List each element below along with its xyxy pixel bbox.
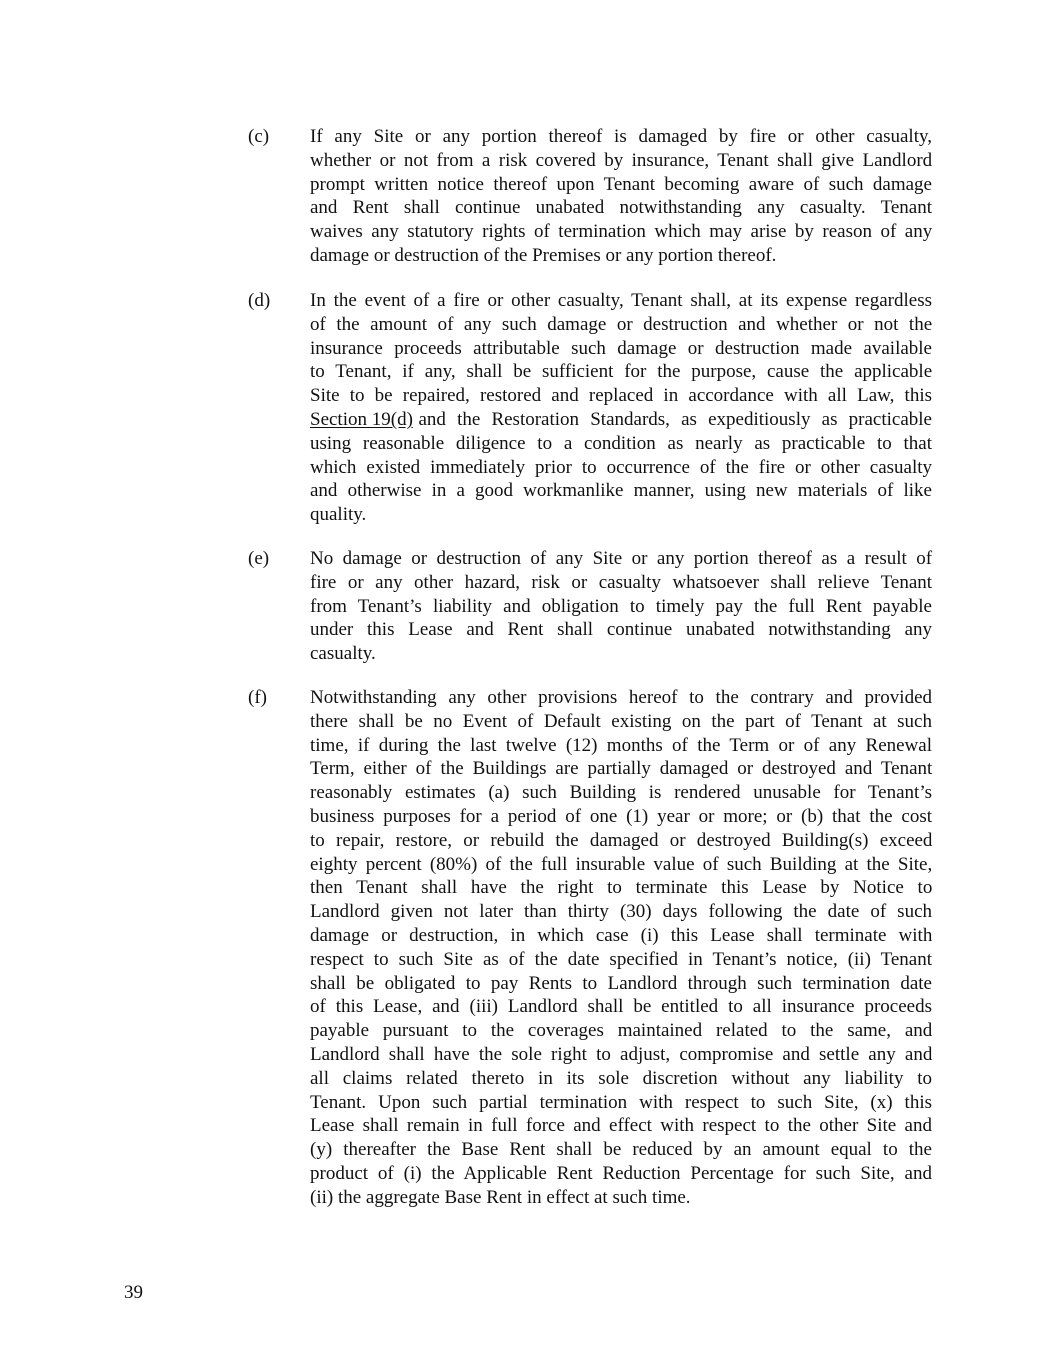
paragraph-label: (c) [248,126,270,147]
text-line: product of (i) the Applicable Rent Reduction Percentage for such Site, and [310,1162,932,1184]
text-line: (ii) the aggregate Base Rent in effect at such time. [310,1186,691,1208]
text-line: reasonably estimates (a) such Building is rendered unusable for Tenant’s [310,782,932,804]
paragraph-label: (f) [248,687,267,708]
text-line: casualty. [310,643,376,665]
text-line: business purposes for a period of one (1) year or more; or (b) that the cost [310,805,932,827]
text-line: and Rent shall continue unabated notwithstanding any casualty. Tenant [310,197,932,219]
text-line: prompt written notice thereof upon Tenant becoming aware of such damage [310,173,932,195]
text-line: fire or any other hazard, risk or casualty whatsoever shall relieve Tenant [310,571,933,593]
text-line: using reasonable diligence to a condition as nearly as practicable to that [310,432,932,454]
text-line: Tenant. Upon such partial termination with respect to such Site, (x) this [310,1091,932,1113]
text-line: of the amount of any such damage or destruction and whether or not the [310,313,933,335]
text-line: to repair, restore, or rebuild the damaged or destroyed Building(s) exceed [310,829,933,851]
text-line: damage or destruction, in which case (i) this Lease shall terminate with [310,924,933,946]
paragraph-body [310,686,932,1210]
text-line: Notwithstanding any other provisions hereof to the contrary and provided [310,687,932,708]
paragraph-body [310,125,932,268]
text-line: time, if during the last twelve (12) months of the Term or of any Renewal [310,734,932,756]
text-line: whether or not from a risk covered by insurance, Tenant shall give Landlord [310,149,933,171]
text-line: eighty percent (80%) of the full insurable value of such Building at the Site, [310,853,933,875]
paragraph-label: (e) [248,548,270,569]
text-line: Lease shall remain in full force and effect with respect to the other Site and [310,1115,932,1137]
text-line-with-reference [310,408,932,432]
text-line: there shall be no Event of Default existing on the part of Tenant at such [310,710,932,732]
paragraph-label: (d) [248,290,271,311]
text-line: then Tenant shall have the right to terminate this Lease by Notice to [310,877,933,899]
text-line: shall be obligated to pay Rents to Landlord through such termination date [310,972,932,994]
text-line: If any Site or any portion thereof is damaged by fire or other casualty, [310,126,932,147]
text-line: waives any statutory rights of termination which may arise by reason of any [310,221,933,243]
paragraph-body [310,547,932,666]
text-line: under this Lease and Rent shall continue unabated notwithstanding any [310,619,932,641]
text-line: Site to be repaired, restored and replaced in accordance with all Law, this [310,385,932,407]
text-line: of this Lease, and (iii) Landlord shall be entitled to all insurance proceeds [310,996,932,1018]
text-line: damage or destruction of the Premises or any portion thereof. [310,244,777,266]
text-line: No damage or destruction of any Site or any portion thereof as a result of [310,548,933,569]
text-fragment: and the Restoration Standards, as expeditiously as practicable [418,408,932,430]
text-line: Landlord shall have the sole right to adjust, compromise and settle any and [310,1043,933,1065]
text-line: from Tenant’s liability and obligation to timely pay the full Rent payable [310,595,932,617]
text-line: Term, either of the Buildings are partially damaged or destroyed and Tenant [310,758,933,780]
text-line: (y) thereafter the Base Rent shall be reduced by an amount equal to the [310,1139,932,1161]
paragraph-body [310,289,932,527]
section-reference-link[interactable]: Section 19(d) [310,408,413,430]
text-line: all claims related thereto in its sole discretion without any liability to [310,1067,932,1089]
text-line: quality. [310,504,367,526]
text-line: and otherwise in a good workmanlike manner, using new materials of like [310,480,932,502]
page-number: 39 [124,1282,143,1303]
text-line: which existed immediately prior to occurrence of the fire or other casualty [310,456,933,478]
text-line: payable pursuant to the coverages maintained related to the same, and [310,1020,933,1042]
text-line: insurance proceeds attributable such damage or destruction made available [310,337,932,359]
text-line: respect to such Site as of the date specified in Tenant’s notice, (ii) Tenant [310,948,932,970]
text-line: to Tenant, if any, shall be sufficient for the purpose, cause the applicable [310,361,933,383]
text-line: In the event of a fire or other casualty, Tenant shall, at its expense regardless [310,290,932,311]
text-line: Landlord given not later than thirty (30) days following the date of such [310,901,932,923]
